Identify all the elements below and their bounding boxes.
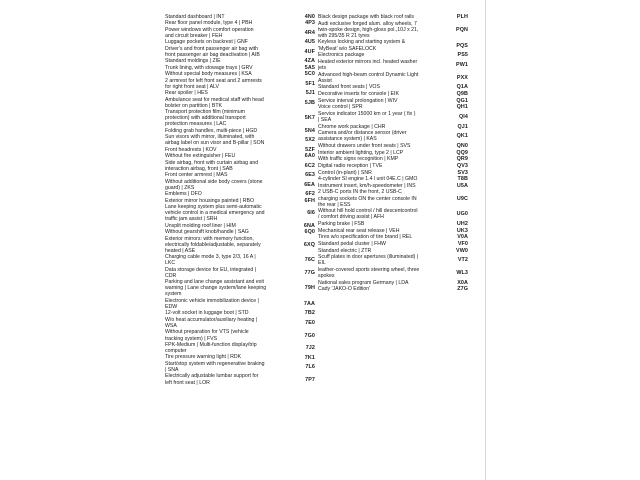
option-row — [165, 298, 315, 310]
option-code: V0A — [457, 234, 468, 241]
option-row — [165, 361, 315, 373]
option-row — [318, 254, 468, 266]
option-description: Standard moldings | ZIE — [165, 58, 221, 65]
option-description: Without additional side body covers (stone guard) | ZKS — [165, 178, 263, 191]
option-row — [165, 134, 315, 146]
option-description: Heated exterior mirrors incl. heated washer jets — [318, 58, 418, 71]
option-code: VF0 — [457, 241, 468, 248]
option-row — [165, 109, 315, 127]
option-description: 4-cylinder SI engine 1.4 l unit 04E.C | GMO — [318, 176, 418, 183]
option-description: Without preparation for VTS (vehicle tracking system) | FVS — [165, 329, 249, 342]
option-row — [165, 373, 315, 385]
option-code: QH1 — [456, 104, 468, 111]
option-description: Front headrests | KOV — [165, 146, 217, 153]
option-code: 6EA — [304, 181, 315, 188]
option-row — [318, 156, 468, 162]
option-code: Q9B — [456, 91, 468, 98]
option-code: 7J2 — [305, 345, 315, 352]
option-description: Tire pressure warning light | RDK — [165, 354, 242, 361]
option-code: 7G0 — [304, 332, 315, 339]
option-description: 2 armrest for left front seat and 2 armrests for right front seat | ALV — [165, 77, 262, 90]
option-row — [165, 46, 315, 58]
option-description: With traffic signs recognition | KMP — [318, 156, 399, 163]
option-description: Audi exclusive forged alum. alloy wheels, 7 twin-spoke design, high-gloss pol.,10J x 21, with 295/35 R 21 tyres — [318, 20, 419, 39]
option-description: Keyless locking and starting system & 'MyBeat' w/o SAFELOCK — [318, 39, 406, 52]
option-description: Tires w/o specification of tire brand | REL — [318, 234, 413, 241]
option-code: 5F1 — [305, 80, 315, 87]
option-description: Ambulance seat for medical staff with head bolster on partition | BTK — [165, 96, 264, 109]
option-description: Front center armrest | MAS — [165, 172, 228, 179]
option-description: Emblems | DFO — [165, 191, 202, 198]
option-code: QG1 — [456, 97, 468, 104]
option-code: QQ9 — [456, 149, 468, 156]
option-description: Standard dashboard | INT — [165, 14, 225, 20]
option-description: Standard pedal cluster | FHW — [318, 240, 386, 247]
option-code: 77G — [304, 269, 315, 276]
option-code: 6XQ — [303, 241, 315, 248]
option-row — [318, 280, 468, 286]
option-description: Folding grab handles, multi-piece | HGD — [165, 127, 258, 134]
option-description: 12-volt socket in luggage boot | STD — [165, 310, 249, 317]
option-code: QJ1 — [457, 123, 468, 130]
option-row — [165, 71, 315, 77]
option-row — [318, 84, 468, 90]
option-code: 4ZA — [304, 58, 315, 65]
option-code: 6FH — [304, 197, 315, 204]
option-code: 5JB — [304, 99, 315, 106]
option-description: Power windows with comfort operation and circuit breaker | FEH — [165, 26, 254, 39]
option-code: PQN — [456, 26, 468, 33]
option-description: Cady 'JAKO-O Edition' — [318, 286, 371, 293]
option-code: 7AA — [303, 301, 315, 307]
options-column-right — [318, 14, 468, 293]
option-row — [165, 27, 315, 39]
option-row — [165, 160, 315, 172]
option-row — [318, 176, 468, 182]
option-code: 5J1 — [305, 90, 315, 97]
option-description: Advanced high-beam control Dynamic Light Assist — [318, 71, 419, 84]
option-row — [318, 91, 468, 97]
option-description: Transport protection film (minimum protection) with additional transport protection measures | LAC — [165, 109, 246, 128]
option-code: T8B — [457, 176, 468, 183]
option-description: Electrically adjustable lumbar support for left front seat | LOR — [165, 373, 259, 386]
option-code: 5N4 — [304, 127, 315, 134]
option-description: Rear floor panel module, type 4 | PBH — [165, 20, 253, 27]
option-code: Z7G — [457, 286, 468, 293]
option-description: Instrument insert, km/h-speedometer | INS — [318, 182, 416, 189]
option-row — [165, 172, 315, 178]
option-description: 2 USB-C ports IN the front, 2 USB-C charging sockets ON the center console IN the rear | ESS — [318, 189, 417, 208]
option-row — [165, 90, 315, 96]
option-description: Without hill hold control / hill descentcontrol / comfort driving assist | AFH — [318, 208, 418, 221]
option-code: UH2 — [456, 221, 468, 228]
option-description: Scuff plates in door apertures (illuminated) | EIL — [318, 254, 419, 267]
option-code: 5ZF — [305, 146, 315, 153]
option-description: Standard front seats | VOS — [318, 84, 380, 91]
option-row — [165, 14, 315, 20]
option-row — [165, 204, 315, 222]
option-code: 6F2 — [305, 191, 315, 198]
option-row — [318, 130, 468, 142]
option-code: 6NA — [303, 222, 315, 229]
option-row — [165, 20, 315, 26]
option-row — [318, 189, 468, 207]
option-description: FPK-Medium | Multi-function display/trip computer — [165, 341, 257, 355]
option-code: 7L6 — [305, 364, 315, 370]
option-row — [165, 39, 315, 45]
option-row — [318, 234, 468, 240]
option-row — [318, 143, 468, 149]
page-divider — [485, 0, 486, 480]
option-description: W/o heat accumulator/auxiliary heating | WSA — [165, 316, 258, 329]
option-code: 4P3 — [305, 20, 315, 27]
option-code: QR9 — [456, 156, 468, 163]
option-code: Q1A — [456, 84, 468, 91]
option-row — [165, 354, 315, 360]
option-row — [318, 14, 468, 20]
option-code: 6I6 — [307, 210, 315, 217]
option-description: Data storage device for EU, integrated | CDR — [165, 266, 257, 279]
option-description: Rear spoiler | HES — [165, 90, 208, 97]
option-code: 6A0 — [304, 153, 315, 160]
option-code: 6Q0 — [304, 229, 315, 236]
option-row — [318, 267, 468, 279]
option-code: PQS — [456, 42, 468, 49]
option-description: Lane keeping system plus semi-automatic vehicle control in a medical emergency and traffic jam assist | SRH — [165, 204, 265, 223]
option-row — [165, 279, 315, 297]
option-code: VT2 — [457, 257, 468, 264]
option-code: U9C — [456, 195, 468, 202]
option-row — [165, 128, 315, 134]
option-code: 7P7 — [305, 376, 315, 383]
option-code: 5K7 — [304, 115, 315, 122]
option-row — [318, 21, 468, 39]
option-code: 5C0 — [304, 71, 315, 78]
option-row — [318, 104, 468, 110]
option-code: QK1 — [456, 133, 468, 140]
option-description: Chrome work package | CHR — [318, 123, 386, 130]
option-description: Digital radio reception | TVE — [318, 162, 383, 169]
option-code: 7B2 — [304, 310, 315, 317]
option-description: Exterior mirror housings painted | RBO — [165, 197, 254, 204]
option-description: Electronics package — [318, 52, 365, 59]
option-code: 4UF — [304, 48, 315, 55]
option-row — [318, 286, 468, 292]
option-description: Without drawers under front seats | SVS — [318, 143, 411, 149]
option-description: Electronic vehicle immobilization device | EDW — [165, 297, 259, 310]
option-code: 4R4 — [304, 29, 315, 36]
option-row — [165, 254, 315, 266]
option-description: Parking brake | FSB — [318, 221, 365, 228]
option-description: Driver's and front passenger air bag with front passenger air bag deactivation | AIB — [165, 45, 260, 58]
option-row — [165, 65, 315, 71]
option-code: U5A — [456, 182, 468, 189]
option-description: Start/stop system with regenerative braking | SNA — [165, 360, 265, 373]
option-row — [165, 223, 315, 229]
option-description: Without special body measures | KSA — [165, 71, 252, 78]
option-code: QI4 — [459, 113, 468, 120]
option-description: Decorative inserts for console | EIK — [318, 90, 399, 97]
option-row — [165, 310, 315, 316]
option-row — [165, 229, 315, 235]
option-row — [318, 150, 468, 156]
option-description: Charging cable mode 3, type 2/3, 16 A | LKC — [165, 254, 256, 267]
option-row — [165, 78, 315, 90]
option-row — [318, 248, 468, 254]
option-description: Service interval prolongation | WIV — [318, 97, 398, 104]
option-row — [318, 124, 468, 130]
option-description: Luggage pockets on backrest | GNF — [165, 39, 248, 46]
option-code: 4N0 — [304, 14, 315, 21]
options-column-left — [165, 14, 315, 386]
option-row — [165, 236, 315, 254]
option-row — [318, 72, 468, 84]
option-description: Parking and lane change assistant and exit warning | Lane change system/lane keeping system — [165, 279, 267, 298]
option-row — [318, 52, 468, 58]
option-description: Black design package with black roof rails — [318, 14, 415, 20]
option-code: QN0 — [456, 143, 468, 150]
option-row — [318, 98, 468, 104]
option-row — [318, 39, 468, 51]
option-description: Sun visors with mirror, illuminated, with airbag label on sun visor and B-pillar | SON — [165, 134, 265, 147]
option-row — [165, 317, 315, 329]
option-row — [165, 198, 315, 204]
option-row — [318, 241, 468, 247]
option-description: Trunk lining, with stowage trays | GRV — [165, 64, 253, 71]
option-description: leather-covered sports steering wheel, three spokes — [318, 267, 420, 280]
option-code: SV3 — [457, 169, 468, 176]
option-code: PS5 — [457, 52, 468, 59]
option-code: WL3 — [456, 270, 468, 277]
option-code: 6C2 — [304, 162, 315, 169]
option-code: 7E0 — [305, 319, 315, 326]
option-description: Unsplit molding roof liner | HIM — [165, 222, 236, 229]
option-code: QV3 — [456, 162, 468, 169]
option-code: PLH — [456, 14, 468, 21]
option-row — [318, 163, 468, 169]
option-row — [318, 183, 468, 189]
option-row — [165, 153, 315, 159]
option-code: 4U5 — [304, 39, 315, 46]
option-code: X0A — [457, 279, 468, 286]
option-code: 5A5 — [304, 64, 315, 71]
option-row — [318, 228, 468, 234]
option-row — [318, 170, 468, 176]
option-code: 7K1 — [304, 354, 315, 361]
option-row — [165, 342, 315, 354]
option-code: 6E3 — [305, 172, 315, 179]
option-description: Without gearshift knob/handle | SAG — [165, 229, 249, 236]
option-row — [318, 59, 468, 71]
option-row — [165, 179, 315, 191]
option-code: 5X2 — [305, 137, 315, 144]
option-description: Side airbag, front with curtain airbag and interaction airbag, front | SAB — [165, 159, 259, 172]
option-description: Interior ambient lighting, type 2 | LCP — [318, 149, 404, 156]
option-code: PW1 — [456, 61, 468, 68]
option-description: Voice control | SPR — [318, 104, 363, 111]
option-row — [318, 221, 468, 227]
option-row — [318, 111, 468, 123]
option-description: Standard electric | ZTR — [318, 247, 372, 254]
option-description: Service indicator 15000 km or 1 year ( fix ) | SEA — [318, 110, 416, 123]
option-description: Mechanical rear seat release | VEH — [318, 227, 400, 234]
option-code: 79H — [304, 285, 315, 292]
option-row — [165, 267, 315, 279]
option-row — [165, 329, 315, 341]
option-row — [318, 208, 468, 220]
option-description: Camera and/or distance sensor (driver assistance system) | KAS — [318, 130, 407, 143]
option-code: UG0 — [456, 211, 468, 218]
option-description: Exterior mirrors: with memory function, electrically foldable/adjustable, separately heated | ASE — [165, 235, 261, 254]
option-code: 76C — [304, 257, 315, 264]
option-code: VW0 — [456, 247, 468, 254]
option-row — [165, 147, 315, 153]
option-code: PXX — [456, 74, 468, 81]
option-description: Control (in-plant) | SNR — [318, 169, 372, 176]
option-description: Without fire extinguisher | FEU — [165, 153, 236, 160]
option-row — [165, 191, 315, 197]
option-description: National sales program Germany | LDA — [318, 279, 409, 286]
option-row — [165, 97, 315, 109]
option-row — [165, 58, 315, 64]
option-code: UK3 — [456, 227, 468, 234]
